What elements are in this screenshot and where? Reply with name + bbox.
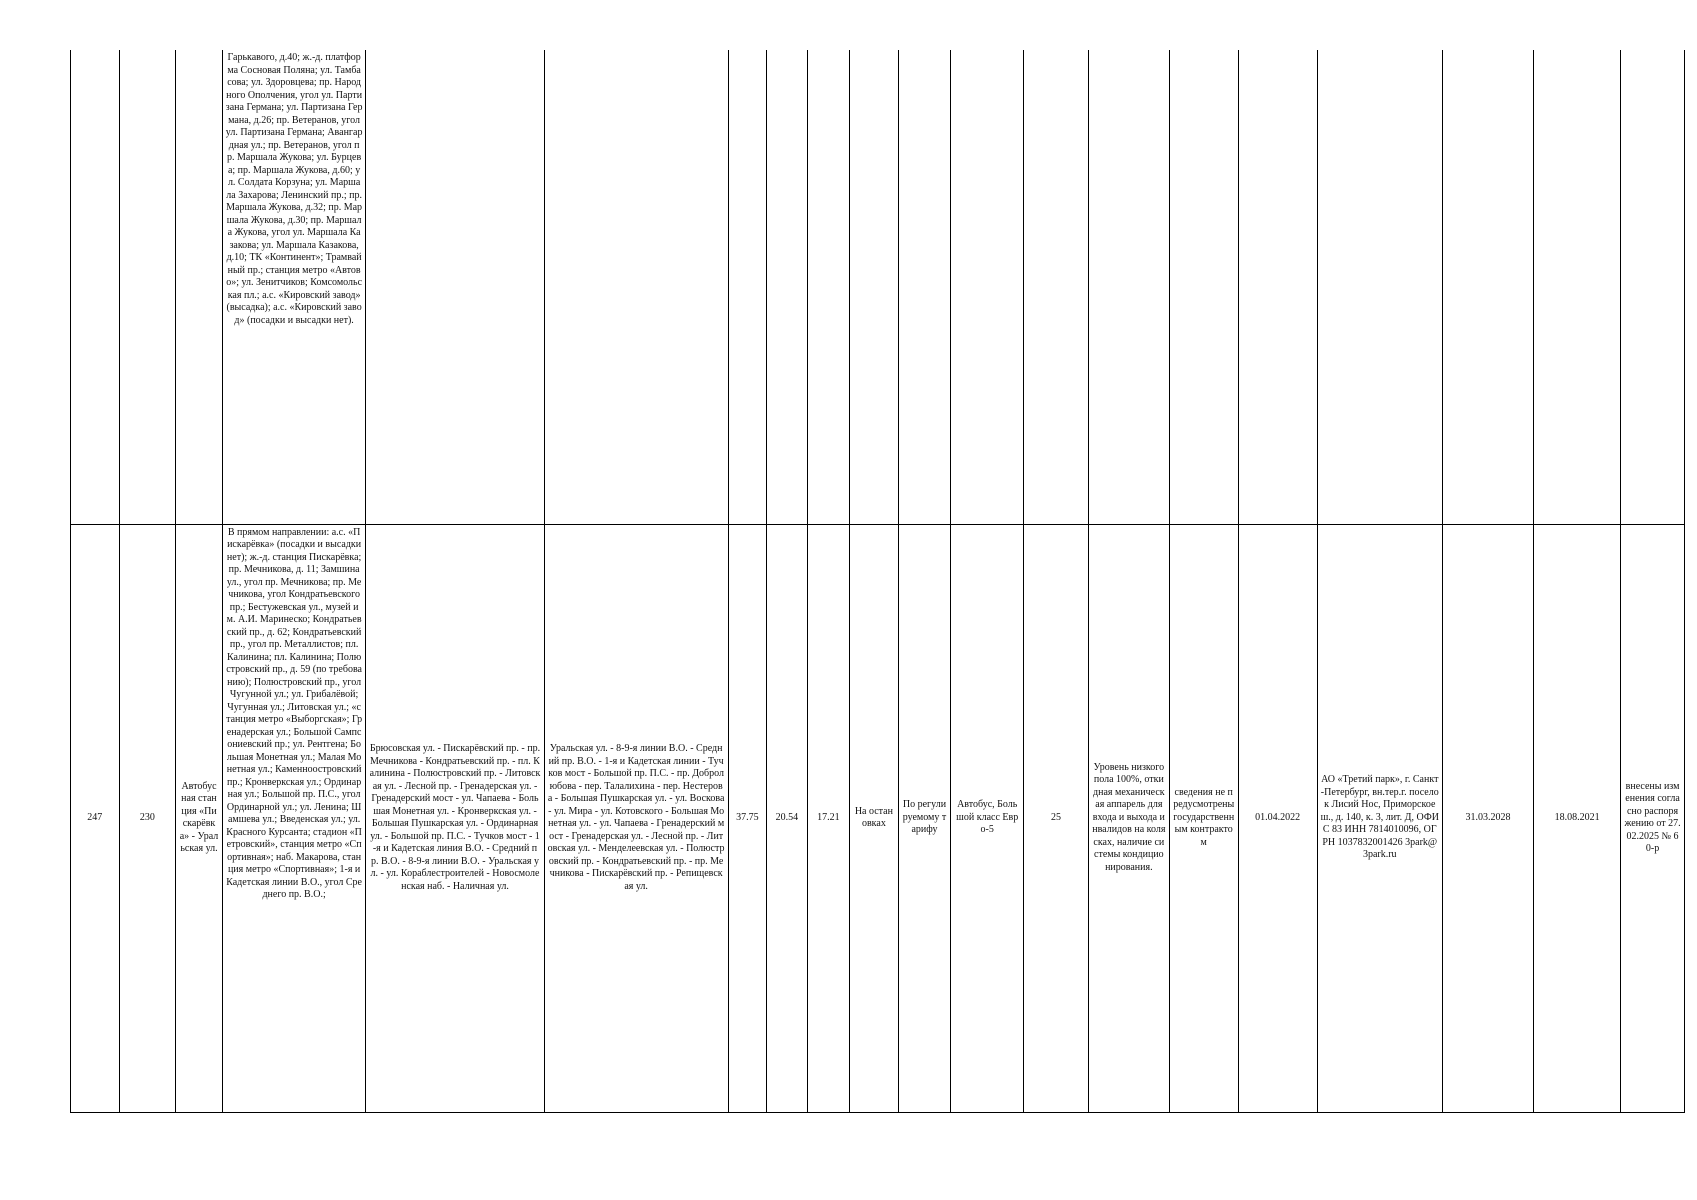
cell-stops: В прямом направлении: а.с. «Пискарёвка» (посадки и высадки нет); ж.-д. станция Пискарёвка; пр. Мечникова, д. 11; Замшина ул., угол пр. Мечникова; пр. Мечникова, угол Кондратьевского пр.; Бестужевская ул., музей им. А.И. Маринеско; Кондратьевский пр., д. 62; Кондратьевский пр., угол пр. Металлистов; пл. Калинина; пл. Калинина; Полюстровский пр., д. 59 (по требованию); Полюстровский пр., угол Чугунной ул.; ул. Грибалёвой; Чугунная ул.; Литовская ул.; «станция метро «Выборгская»; Гренадерская ул.; Большой Сампсониевский пр.; ул. Рентгена; Большая Монетная ул.; Малая Монетная ул.; Каменноостровский пр.; Кронверкская ул.; Ординарная ул.; Большой пр. П.С., угол Ординарной ул.; ул. Ленина; Шамшева ул.; Введенская ул.; ул. Красного Курсанта; стадион «Петровский», станция метро «Спортивная»; наб. Макарова, станция метро «Спортивная»; 1-я и Кадетская линии В.О., угол Среднего пр. В.О.; — [222, 524, 366, 1112]
cell-route-back — [544, 50, 728, 524]
cell-length-back — [767, 50, 807, 524]
cell-route-name: Автобусная станция «Пискарёвка» - Уральская ул. — [176, 524, 223, 1112]
cell-end-date: 31.03.2028 — [1443, 524, 1534, 1112]
cell-tariff — [898, 50, 951, 524]
cell-stop-order: На остановках — [850, 524, 899, 1112]
cell-features: Уровень низкого пола 100%, откидная механическая аппарель для входа и выхода инвалидов на колясках, наличие системы кондиционирования. — [1088, 524, 1169, 1112]
table-row — [71, 50, 1685, 524]
cell-stop-order — [850, 50, 899, 524]
cell-length-forward: 37.75 — [728, 524, 766, 1112]
route-register-table — [70, 50, 1685, 1113]
cell-approved-date: 18.08.2021 — [1534, 524, 1621, 1112]
cell-avg — [807, 50, 850, 524]
cell-length-forward — [728, 50, 766, 524]
cell-stops: Гарькавого, д.40; ж.-д. платформа Сосновая Поляна; ул. Тамбасова; ул. Здоровцева; пр. Народного Ополчения, угол ул. Партизана Германа; ул. Партизана Германа, д.26; пр. Ветеранов, угол ул. Партизана Германа; Авангардная ул.; пр. Ветеранов, угол пр. Маршала Жукова; ул. Бурцева; пр. Маршала Жукова, д.60; ул. Солдата Корзуна; ул. Маршала Захарова; Ленинский пр.; пр. Маршала Жукова, д.32; пр. Маршала Жукова, д.30; пр. Маршала Жукова, угол ул. Маршала Казакова; ул. Маршала Казакова, д.10; ТК «Континент»; Трамвайный пр.; станция метро «Автово»; ул. Зенитчиков; Комсомольская пл.; а.с. «Кировский завод» (высадка); а.с. «Кировский завод» (посадки и высадки нет). — [222, 50, 366, 524]
cell-length-back: 20.54 — [767, 524, 807, 1112]
cell-reg-number: 230 — [119, 524, 176, 1112]
cell-number: 247 — [71, 524, 120, 1112]
cell-route-name — [176, 50, 223, 524]
cell-number — [71, 50, 120, 524]
cell-reg-number — [119, 50, 176, 524]
cell-start-date — [1238, 50, 1317, 524]
cell-note: внесены изменения согласно распоряжению от 27.02.2025 № 60-р — [1621, 524, 1685, 1112]
cell-contract — [1169, 50, 1238, 524]
cell-vehicle — [951, 50, 1024, 524]
cell-route-back: Уральская ул. - 8-9-я линии В.О. - Средний пр. В.О. - 1-я и Кадетская линии - Тучков мост - Большой пр. П.С. - пр. Добролюбова - пер. Талалихина - пер. Нестерова - Большая Пушкарская ул. - ул. Воскова - ул. Мира - ул. Котовского - Большая Монетная ул. - ул. Чапаева - Гренадерский мост - Гренадерская ул. - Лесной пр. - Литовская ул. - Менделеевская ул. - Полюстровский пр. - Кондратьевский пр. - пр. Мечникова - Пискарёвский пр. - Репищевская ул. — [544, 524, 728, 1112]
table-row — [71, 524, 1685, 1112]
cell-end-date — [1443, 50, 1534, 524]
cell-route-forward — [366, 50, 544, 524]
cell-avg: 17.21 — [807, 524, 850, 1112]
cell-carrier: АО «Третий парк», г. Санкт-Петербург, вн.тер.г. поселок Лисий Нос, Приморское ш., д. 140, к. 3, лит. Д, ОФИС 83 ИНН 7814010096, ОГРН 1037832001426 3park@3park.ru — [1317, 524, 1442, 1112]
cell-carrier — [1317, 50, 1442, 524]
cell-vehicle: Автобус, Большой класс Евро-5 — [951, 524, 1024, 1112]
cell-route-forward: Брюсовская ул. - Пискарёвский пр. - пр. Мечникова - Кондратьевский пр. - пл. Калинина - Полюстровский пр. - Литовская ул. - Лесной пр. - Гренадерская ул. - Гренадерский мост - ул. Чапаева - Большая Монетная ул. - Кронверкская ул. - Большая Пушкарская ул. - Ординарная ул. - Большой пр. П.С. - Тучков мост - 1-я и Кадетская линия В.О. - Средний пр. В.О. - 8-9-я линии В.О. - Уральская ул. - ул. Кораблестроителей - Новосмоленская наб. - Наличная ул. — [366, 524, 544, 1112]
cell-note — [1621, 50, 1685, 524]
cell-tariff: По регулируемому тарифу — [898, 524, 951, 1112]
cell-count — [1024, 50, 1089, 524]
cell-features — [1088, 50, 1169, 524]
cell-count: 25 — [1024, 524, 1089, 1112]
cell-start-date: 01.04.2022 — [1238, 524, 1317, 1112]
cell-contract: сведения не предусмотрены государственным контрактом — [1169, 524, 1238, 1112]
cell-approved-date — [1534, 50, 1621, 524]
